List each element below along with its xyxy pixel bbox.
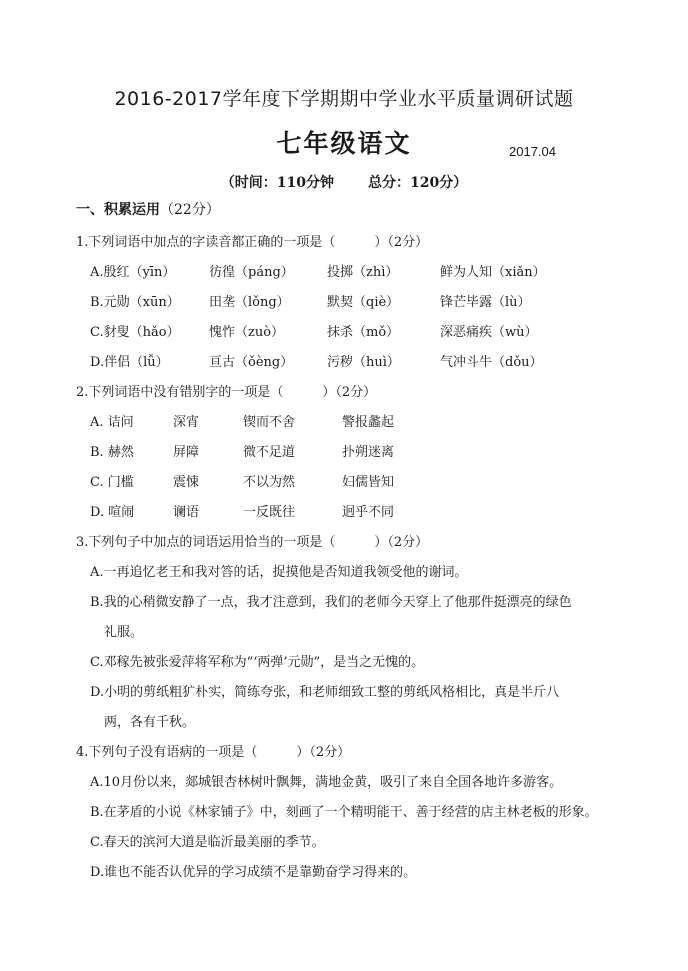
- q1-option-b-3: 默契（qiè）: [327, 295, 400, 310]
- q3-option-d: D.小明的剪纸粗犷朴实，简练夸张，和老师细致工整的剪纸风格相比，真是半斤八: [90, 685, 560, 700]
- q1-option-b-1: B.元勋（xūn）: [90, 295, 180, 310]
- q1-option-a-2: 彷徨（páng）: [209, 265, 294, 280]
- q2-option-d-1: D. 喧闹: [90, 505, 135, 520]
- q1-option-a-1: A.殷红（yīn）: [90, 265, 176, 280]
- q4-option-d: D.谁也不能否认优异的学习成绩不是靠勤奋学习得来的。: [90, 865, 417, 880]
- q1-option-c-2: 愧怍（zuò）: [209, 325, 285, 340]
- section-label: 一、积累运用: [76, 202, 160, 218]
- q2-option-a-2: 深宵: [173, 415, 200, 430]
- q4-option-a: A.10月份以来，郯城银杏林树叶飘舞，满地金黄，吸引了来自全国各地许多游客。: [90, 775, 563, 790]
- q2-option-b-2: 屏障: [173, 445, 200, 460]
- question-4-stem: 4.下列句子没有语病的一项是（ ）（2分）: [76, 745, 351, 760]
- q3-option-b-continued: 礼服。: [104, 625, 144, 640]
- q3-option-b: B.我的心稍微安静了一点，我才注意到，我们的老师今天穿上了他那件挺漂亮的绿色: [90, 595, 572, 610]
- q2-option-b-4: 扑朔迷离: [342, 445, 395, 460]
- q2-option-c-3: 不以为然: [243, 475, 296, 490]
- q1-option-c-4: 深恶痛疾（wù）: [440, 325, 538, 340]
- q2-option-d-2: 谰语: [173, 505, 200, 520]
- q3-option-d-continued: 两，各有千秋。: [104, 715, 196, 730]
- time-info: （时间：110分钟: [220, 175, 334, 191]
- q1-option-d-2: 亘古（ǒèng）: [209, 355, 294, 370]
- q2-option-d-4: 迥乎不同: [342, 505, 395, 520]
- q1-option-d-4: 气冲斗牛（dǒu）: [440, 355, 543, 370]
- question-2-stem: 2.下列词语中没有错别字的一项是（ ）（2分）: [76, 385, 377, 400]
- q1-option-c-3: 抹杀（mǒ）: [327, 325, 400, 340]
- section-points: （22分）: [160, 202, 220, 218]
- q2-option-a-3: 锲而不舍: [243, 415, 296, 430]
- q1-option-c-1: C.豺叟（hǎo）: [90, 325, 180, 340]
- question-3-stem: 3.下列句子中加点的词语运用恰当的一项是（ ）（2分）: [76, 535, 429, 550]
- score-info: 总分：120分）: [368, 175, 468, 191]
- q4-option-c: C.春天的滨河大道是临沂最美丽的季节。: [90, 835, 325, 850]
- section-heading: [76, 199, 220, 219]
- question-1-stem: 1.下列词语中加点的字读音都正确的一项是（ ）（2分）: [76, 235, 429, 250]
- q2-option-d-3: 一反既往: [243, 505, 296, 520]
- q1-option-b-2: 田垄（lǒng）: [209, 295, 290, 310]
- subject-title: 七年级语文: [276, 129, 412, 158]
- q1-option-d-1: D.伴侣（lǚ）: [90, 355, 169, 370]
- q2-option-b-3: 微不足道: [243, 445, 296, 460]
- time-and-score: [0, 172, 688, 192]
- q1-option-a-3: 投掷（zhì）: [327, 265, 399, 280]
- q1-option-d-3: 污秽（huì）: [327, 355, 400, 370]
- q3-option-a: A.一再追忆老王和我对答的话，捉摸他是否知道我领受他的谢词。: [90, 565, 468, 580]
- q1-option-a-4: 鲜为人知（xiǎn）: [440, 265, 546, 280]
- q2-option-b-1: B. 赫然: [90, 445, 134, 460]
- q2-option-c-2: 震悚: [173, 475, 200, 490]
- q2-option-a-1: A. 诘问: [90, 415, 134, 430]
- q2-option-c-4: 妇儒皆知: [342, 475, 395, 490]
- q4-option-b: B.在茅盾的小说《林家铺子》中，刻画了一个精明能干、善于经营的店主林老板的形象。: [90, 805, 598, 820]
- q3-option-c: C.邓稼先被张爱萍将军称为“‘两弹’元勋”，是当之无愧的。: [90, 655, 425, 670]
- q2-option-a-4: 警报蠡起: [342, 415, 395, 430]
- q2-option-c-1: C. 门槛: [90, 475, 134, 490]
- q1-option-b-4: 锋芒毕露（lù）: [440, 295, 531, 310]
- exam-date: 2017.04: [509, 144, 556, 159]
- exam-title: 2016-2017学年度下学期期中学业水平质量调研试题: [114, 88, 574, 110]
